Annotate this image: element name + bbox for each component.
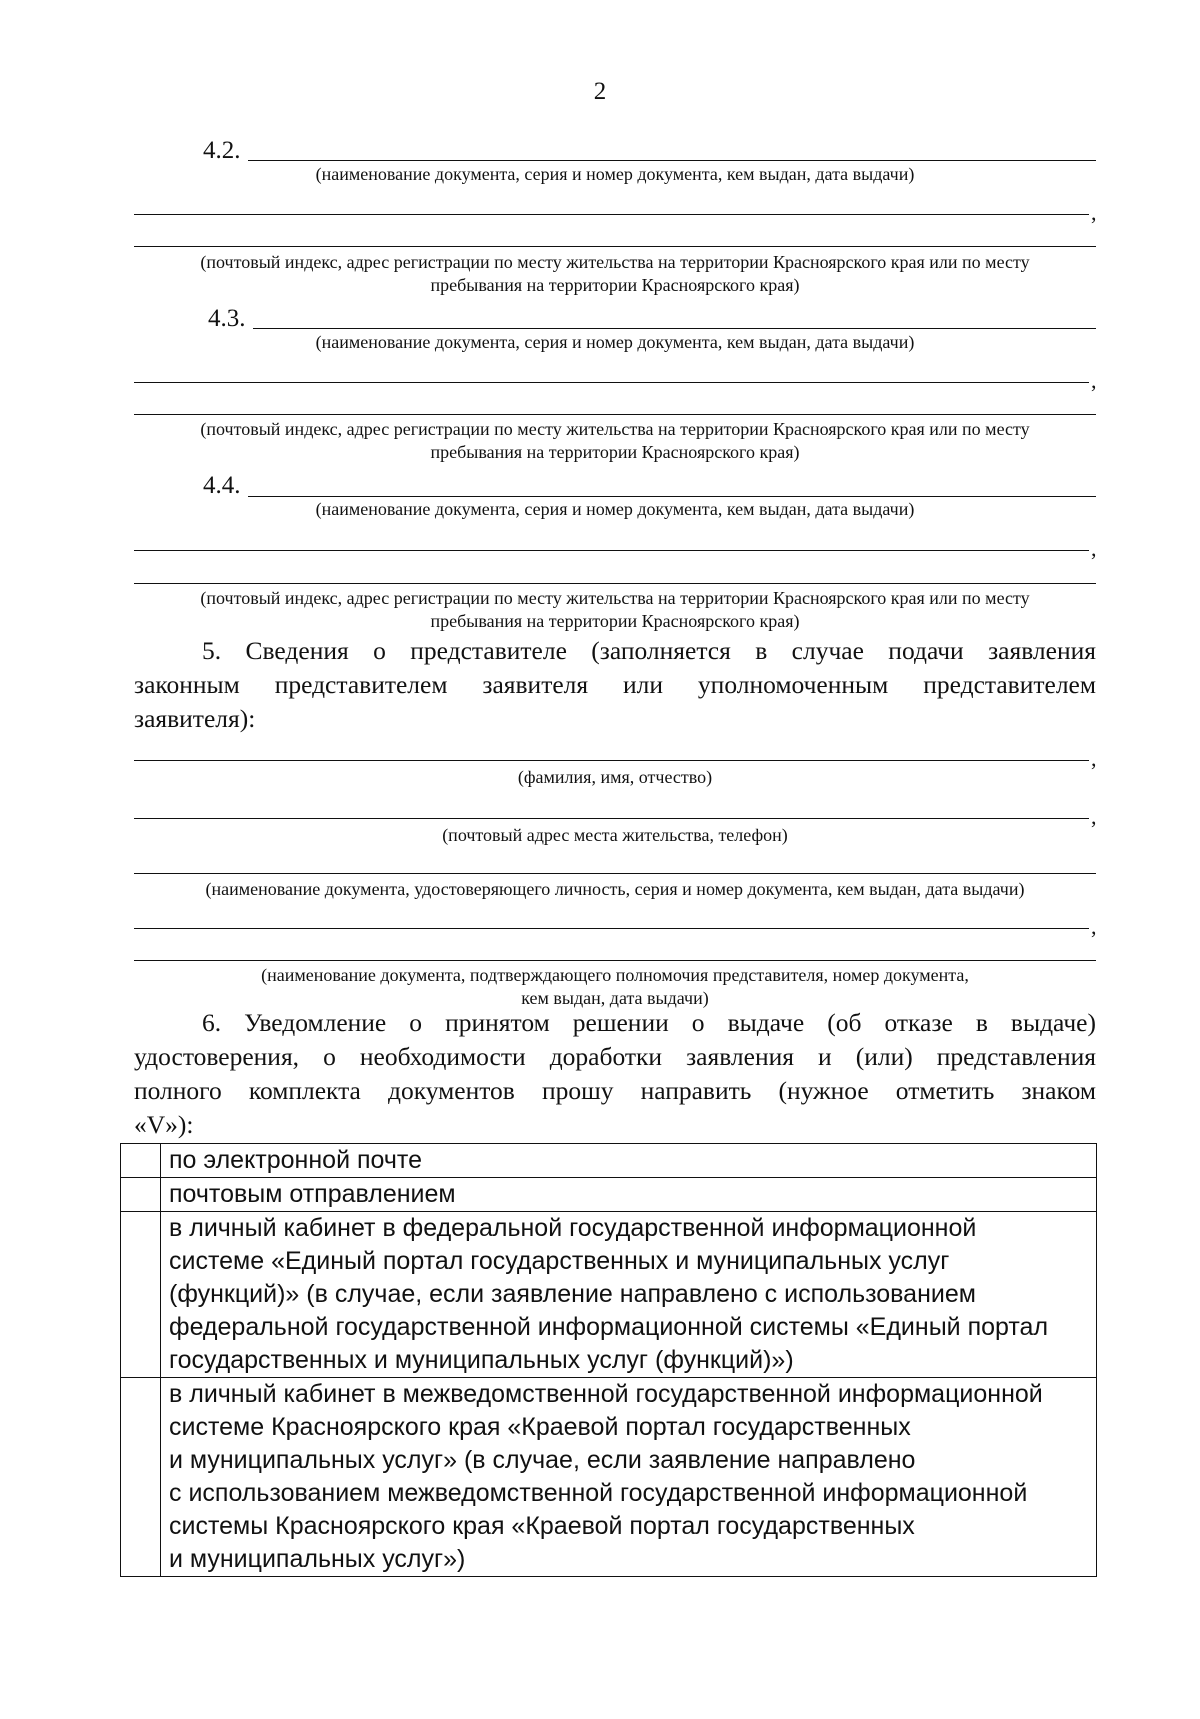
option-checkbox-email[interactable] <box>121 1144 161 1178</box>
comma: , <box>1091 536 1097 561</box>
item-number-4-4: 4.4. <box>203 472 241 499</box>
representative-authority-caption: (наименование документа, подтверждающего полномочия представителя, номер документа, кем выдан, дата выдачи) <box>261 965 969 1008</box>
doc-caption-4-4: (наименование документа, серия и номер документа, кем выдан, дата выдачи) <box>315 499 915 519</box>
option-row-regional-portal <box>121 1378 1097 1577</box>
address-field-4-4[interactable] <box>134 583 1096 584</box>
option-label-post: почтовым отправлением <box>161 1178 1097 1212</box>
address-field-4-3[interactable] <box>134 414 1096 415</box>
representative-authority-field[interactable] <box>134 928 1089 929</box>
doc-field-4-2[interactable] <box>248 160 1096 161</box>
address-field-4-2[interactable] <box>134 246 1096 247</box>
section-5-heading: 5. Сведения о представителе (заполняется в случае подачи заявления законным представителем заявителя или уполномоченным представителем заявителя): <box>134 636 1096 733</box>
representative-identity-field[interactable] <box>134 873 1096 874</box>
comma: , <box>1091 200 1097 225</box>
page-number: 2 <box>593 78 607 105</box>
item-number-4-3: 4.3. <box>208 305 246 332</box>
section-6-heading: 6. Уведомление о принятом решении о выдаче (об отказе в выдаче) удостоверения, о необходимости доработки заявления и (или) представления полного комплекта документов прошу направить (нужное отметить знаком «V»): <box>134 1008 1096 1139</box>
option-label-regional-portal: в личный кабинет в межведомственной государственной информационной системе Красноярского края «Краевой портал государственных и муниципальных услуг» (в случае, если заявление направлено с использованием межведомственной государственной информационной системы Красноярского края «Краевой портал государственных и муниципальных услуг») <box>161 1378 1097 1577</box>
address-caption-4-4: (почтовый индекс, адрес регистрации по месту жительства на территории Красноярского края или по месту пребывания на территории Красноярского края) <box>200 588 1030 631</box>
representative-address-field[interactable] <box>134 818 1089 819</box>
representative-authority-field-cont[interactable] <box>134 960 1096 961</box>
notification-options-table <box>120 1143 1097 1577</box>
option-checkbox-federal-portal[interactable] <box>121 1212 161 1378</box>
option-checkbox-regional-portal[interactable] <box>121 1378 161 1577</box>
doc-field-4-4[interactable] <box>248 496 1096 497</box>
doc-field-cont-4-4[interactable] <box>134 550 1089 551</box>
address-caption-4-2: (почтовый индекс, адрес регистрации по месту жительства на территории Красноярского края или по месту пребывания на территории Красноярского края) <box>200 252 1030 295</box>
option-row-federal-portal <box>121 1212 1097 1378</box>
representative-name-caption: (фамилия, имя, отчество) <box>517 767 713 787</box>
option-row-post <box>121 1178 1097 1212</box>
comma: , <box>1091 746 1097 771</box>
doc-field-4-3[interactable] <box>253 328 1096 329</box>
option-checkbox-post[interactable] <box>121 1178 161 1212</box>
representative-name-field[interactable] <box>134 760 1089 761</box>
comma: , <box>1091 914 1097 939</box>
doc-caption-4-2: (наименование документа, серия и номер документа, кем выдан, дата выдачи) <box>315 164 915 184</box>
option-label-federal-portal: в личный кабинет в федеральной государственной информационной системе «Единый портал государственных и муниципальных услуг (функций)» (в случае, если заявление направлено с использованием федеральной государственной информационной системы «Единый портал государственных и муниципальных услуг (функций)») <box>161 1212 1097 1378</box>
address-caption-4-3: (почтовый индекс, адрес регистрации по месту жительства на территории Красноярского края или по месту пребывания на территории Красноярского края) <box>200 419 1030 462</box>
doc-caption-4-3: (наименование документа, серия и номер документа, кем выдан, дата выдачи) <box>315 332 915 352</box>
item-number-4-2: 4.2. <box>203 137 241 164</box>
representative-identity-caption: (наименование документа, удостоверяющего личность, серия и номер документа, кем выдан, дата выдачи) <box>205 879 1025 899</box>
comma: , <box>1091 804 1097 829</box>
comma: , <box>1091 368 1097 393</box>
representative-address-caption: (почтовый адрес места жительства, телефон) <box>442 825 788 845</box>
doc-field-cont-4-3[interactable] <box>134 382 1089 383</box>
doc-field-cont-4-2[interactable] <box>134 214 1089 215</box>
option-label-email: по электронной почте <box>161 1144 1097 1178</box>
option-row-email <box>121 1144 1097 1178</box>
